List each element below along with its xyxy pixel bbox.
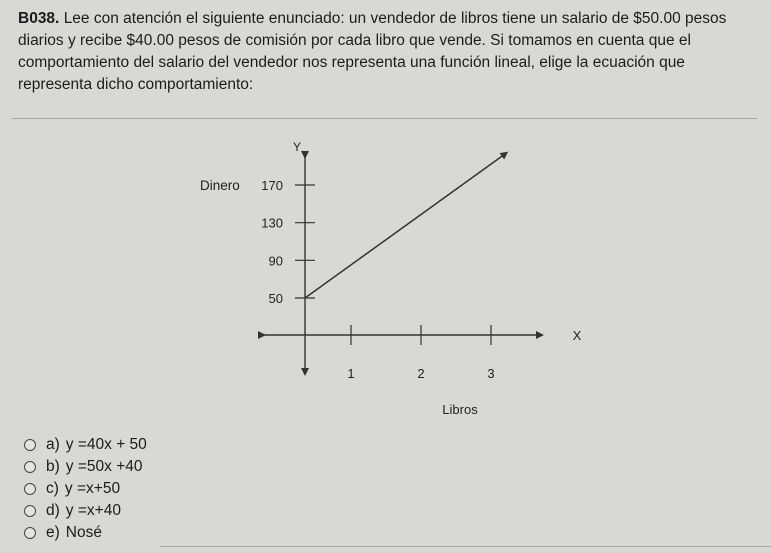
- y-tick-label: 130: [261, 215, 283, 231]
- option-a[interactable]: [24, 434, 147, 456]
- option-c[interactable]: [24, 478, 147, 500]
- y-axis-letter: Y: [292, 140, 302, 154]
- option-e[interactable]: [24, 522, 147, 544]
- option-label: y =40x + 50: [65, 436, 147, 453]
- x-tick-label: 3: [487, 366, 495, 381]
- option-d[interactable]: [24, 500, 147, 522]
- option-letter: b): [46, 458, 60, 475]
- option-label: y =x+40: [65, 502, 121, 519]
- option-letter: e): [46, 524, 60, 541]
- answer-options: [24, 434, 147, 544]
- radio-button[interactable]: [24, 483, 36, 495]
- option-label: y =x+50: [64, 480, 121, 497]
- y-tick-label: 170: [261, 178, 283, 193]
- x-axis-title: Libros: [442, 402, 478, 417]
- radio-button[interactable]: [24, 527, 36, 539]
- x-tick-label: 1: [347, 366, 355, 381]
- option-b[interactable]: [24, 456, 147, 478]
- option-label: Nosé: [65, 524, 102, 541]
- y-tick-label: 90: [268, 253, 283, 269]
- question-id: B038.: [18, 10, 60, 27]
- option-letter: c): [46, 480, 59, 497]
- radio-button[interactable]: [24, 505, 36, 517]
- radio-button[interactable]: [24, 461, 36, 473]
- y-axis-title: Dinero: [200, 178, 240, 193]
- x-axis-letter: X: [572, 328, 582, 343]
- radio-button[interactable]: [24, 439, 36, 451]
- option-letter: d): [46, 502, 60, 519]
- question-body: Lee con atención el siguiente enunciado: un vendedor de libros tiene un salario de $50.00 pesos diarios y recibe $40.00 pesos de comisión por cada libro que vende. Si tomamos en cuenta que el comportamiento del salario del vendedor nos representa una función lineal, elige la ecuación que representa dicho comportamiento:: [18, 10, 727, 93]
- option-letter: a): [46, 436, 60, 453]
- y-tick-label: 50: [268, 291, 283, 306]
- option-label: y =50x +40: [65, 458, 143, 475]
- series-line: [305, 154, 505, 298]
- x-tick-label: 2: [417, 366, 425, 381]
- bottom-divider: [160, 546, 771, 547]
